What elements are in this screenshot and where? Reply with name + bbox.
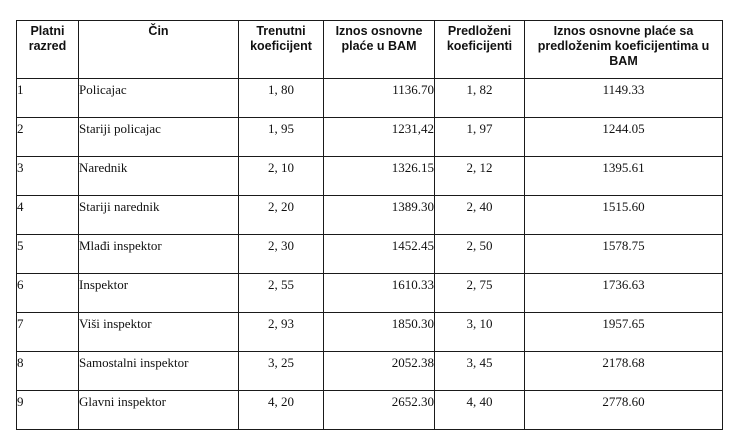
cell-current-coefficient: 4, 20	[239, 391, 324, 430]
cell-grade: 1	[17, 79, 79, 118]
cell-base-amount: 1231,42	[324, 118, 435, 157]
header-rank: Čin	[79, 21, 239, 79]
cell-proposed-coefficient: 1, 97	[435, 118, 525, 157]
cell-rank: Narednik	[79, 157, 239, 196]
header-current-coefficient: Trenutni koeficijent	[239, 21, 324, 79]
cell-base-amount: 2052.38	[324, 352, 435, 391]
cell-proposed-amount: 1736.63	[525, 274, 723, 313]
cell-grade: 4	[17, 196, 79, 235]
table-row	[17, 274, 723, 313]
cell-base-amount: 1850.30	[324, 313, 435, 352]
table-row	[17, 118, 723, 157]
table-row	[17, 235, 723, 274]
cell-rank: Viši inspektor	[79, 313, 239, 352]
cell-proposed-coefficient: 2, 75	[435, 274, 525, 313]
cell-rank: Policajac	[79, 79, 239, 118]
table-row	[17, 352, 723, 391]
cell-grade: 8	[17, 352, 79, 391]
cell-rank: Glavni inspektor	[79, 391, 239, 430]
cell-current-coefficient: 1, 80	[239, 79, 324, 118]
cell-base-amount: 1326.15	[324, 157, 435, 196]
cell-proposed-amount: 1957.65	[525, 313, 723, 352]
cell-base-amount: 2652.30	[324, 391, 435, 430]
table-header-row	[17, 21, 723, 79]
cell-current-coefficient: 2, 20	[239, 196, 324, 235]
cell-grade: 5	[17, 235, 79, 274]
table-row	[17, 391, 723, 430]
cell-grade: 2	[17, 118, 79, 157]
header-proposed-coefficient: Predloženi koeficijenti	[435, 21, 525, 79]
cell-rank: Stariji policajac	[79, 118, 239, 157]
cell-current-coefficient: 2, 55	[239, 274, 324, 313]
cell-current-coefficient: 2, 10	[239, 157, 324, 196]
cell-proposed-coefficient: 1, 82	[435, 79, 525, 118]
cell-proposed-coefficient: 2, 12	[435, 157, 525, 196]
cell-base-amount: 1452.45	[324, 235, 435, 274]
cell-proposed-amount: 1395.61	[525, 157, 723, 196]
cell-proposed-amount: 2178.68	[525, 352, 723, 391]
cell-grade: 9	[17, 391, 79, 430]
cell-proposed-amount: 1578.75	[525, 235, 723, 274]
cell-proposed-amount: 1149.33	[525, 79, 723, 118]
table-row	[17, 157, 723, 196]
cell-proposed-amount: 2778.60	[525, 391, 723, 430]
cell-current-coefficient: 2, 93	[239, 313, 324, 352]
pay-grade-table	[16, 20, 723, 430]
cell-proposed-amount: 1244.05	[525, 118, 723, 157]
cell-proposed-amount: 1515.60	[525, 196, 723, 235]
cell-rank: Inspektor	[79, 274, 239, 313]
cell-current-coefficient: 1, 95	[239, 118, 324, 157]
cell-proposed-coefficient: 2, 40	[435, 196, 525, 235]
cell-rank: Stariji narednik	[79, 196, 239, 235]
cell-proposed-coefficient: 4, 40	[435, 391, 525, 430]
cell-grade: 6	[17, 274, 79, 313]
cell-proposed-coefficient: 2, 50	[435, 235, 525, 274]
cell-base-amount: 1136.70	[324, 79, 435, 118]
table-row	[17, 313, 723, 352]
cell-base-amount: 1610.33	[324, 274, 435, 313]
cell-current-coefficient: 3, 25	[239, 352, 324, 391]
cell-proposed-coefficient: 3, 10	[435, 313, 525, 352]
cell-base-amount: 1389.30	[324, 196, 435, 235]
cell-rank: Samostalni inspektor	[79, 352, 239, 391]
cell-grade: 7	[17, 313, 79, 352]
header-base-amount: Iznos osnovne plaće u BAM	[324, 21, 435, 79]
table-row	[17, 196, 723, 235]
cell-rank: Mlađi inspektor	[79, 235, 239, 274]
header-grade: Platni razred	[17, 21, 79, 79]
cell-grade: 3	[17, 157, 79, 196]
table-row	[17, 79, 723, 118]
header-proposed-amount: Iznos osnovne plaće sa predloženim koeficijentima u BAM	[525, 21, 723, 79]
cell-current-coefficient: 2, 30	[239, 235, 324, 274]
cell-proposed-coefficient: 3, 45	[435, 352, 525, 391]
